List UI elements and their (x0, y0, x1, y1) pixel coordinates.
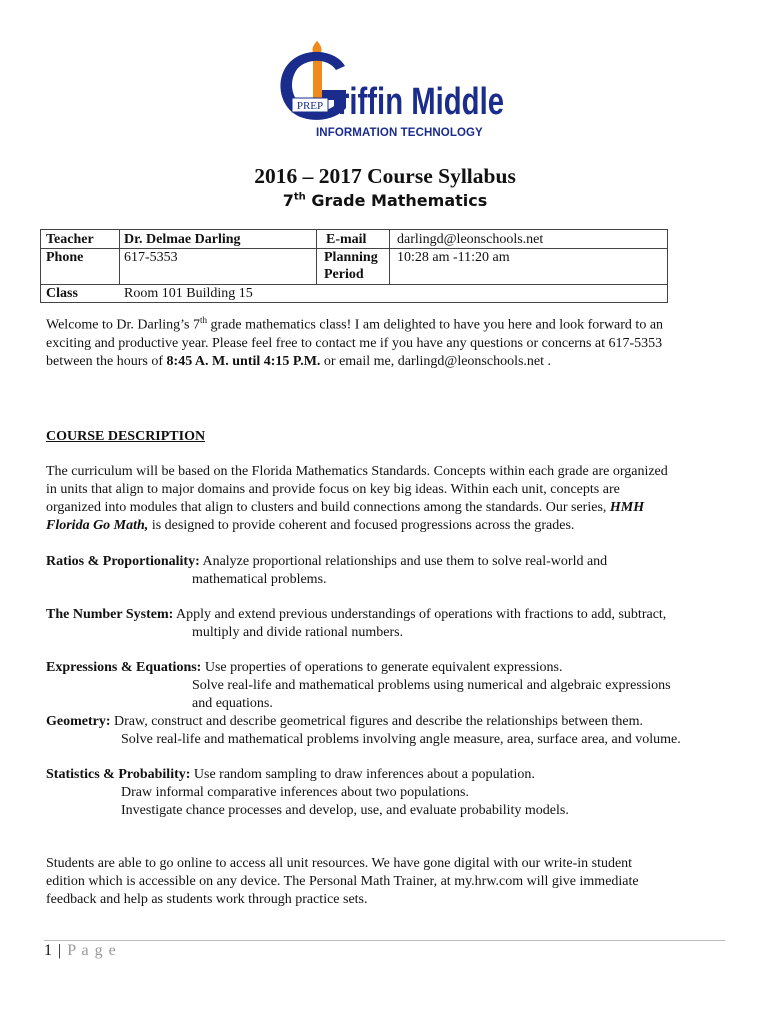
domain-text: mathematical problems. (192, 572, 327, 587)
domain-text: Solve real-life and mathematical problems involving angle measure, area, surface area, and volume. (121, 732, 681, 747)
domain-label: The Number System: (46, 607, 174, 622)
subtitle-rest: Grade Mathematics (305, 191, 488, 210)
domain-text: Draw, construct and describe geometrical figures and describe the relationships between them. (110, 714, 643, 729)
domain-expressions (46, 659, 736, 713)
course-text: organized into modules that align to clusters and build connections among the standards. Our series, (46, 500, 610, 515)
teacher-value: Dr. Delmae Darling (124, 232, 241, 247)
domain-label: Statistics & Probability: (46, 767, 191, 782)
welcome-paragraph (46, 311, 736, 371)
planning-label-2: Period (324, 267, 364, 282)
class-label: Class (46, 286, 78, 301)
domain-statistics (46, 766, 736, 820)
domain-label: Geometry: (46, 714, 111, 729)
section-heading: COURSE DESCRIPTION (46, 429, 206, 444)
page-footer (44, 942, 117, 960)
page-label: P a g e (67, 942, 117, 959)
welcome-text: Welcome to Dr. Darling’s 7 (46, 317, 201, 333)
prep-label: PREP (296, 100, 324, 112)
course-text: The curriculum will be based on the Florida Mathematics Standards. Concepts within each grade are organized (46, 464, 668, 479)
office-hours: 8:45 A. M. until 4:15 P.M. (166, 353, 321, 369)
phone-label: Phone (46, 250, 84, 265)
email-label: E-mail (326, 232, 367, 247)
domain-ratios (46, 553, 736, 589)
domain-text: Solve real-life and mathematical problems using numerical and algebraic expressions (192, 678, 671, 693)
department-label: INFORMATION TECHNOLOGY (316, 127, 483, 139)
domain-text: and equations. (192, 696, 273, 711)
online-resources-paragraph (46, 855, 736, 909)
course-text: in units that align to major domains and provide focus on key big ideas. Within each unit, concepts are (46, 482, 620, 497)
domain-text: Use properties of operations to generate equivalent expressions. (201, 660, 563, 675)
online-text: feedback and help as students work through practice sets. (46, 892, 368, 907)
grade-suffix: th (293, 191, 306, 203)
planning-value: 10:28 am -11:20 am (397, 250, 510, 265)
grade-number: 7 (282, 191, 294, 210)
school-logo (270, 38, 510, 143)
welcome-text: between the hours of (46, 353, 167, 369)
footer-separator: | (53, 942, 68, 959)
welcome-sup: th (200, 315, 208, 325)
domain-geometry (46, 713, 736, 749)
course-description-heading (46, 428, 736, 446)
domain-text: Analyze proportional relationships and use them to solve real-world and (199, 554, 608, 569)
domain-text: Apply and extend previous understandings of operations with fractions to add, subtract, (173, 607, 667, 622)
course-text: is designed to provide coherent and focused progressions across the grades. (148, 518, 575, 533)
page-subtitle (0, 191, 770, 210)
teacher-info-table (40, 229, 668, 303)
domain-text: Use random sampling to draw inferences about a population. (190, 767, 535, 782)
email-value[interactable]: darlingd@leonschools.net (397, 232, 544, 247)
domain-text: Draw informal comparative inferences about two populations. (121, 785, 469, 800)
planning-label-1: Planning (324, 250, 378, 265)
school-name: riffin Middle (338, 81, 504, 123)
page-title: 2016 – 2017 Course Syllabus (254, 164, 516, 188)
welcome-text: exciting and productive year. Please feel free to contact me if you have any questions or concerns at 617-5353 (46, 335, 663, 351)
online-text: Students are able to go online to access all unit resources. We have gone digital with our write-in student (46, 856, 633, 871)
footer-divider (44, 940, 725, 941)
series-name: HMH (609, 500, 645, 515)
page-number: 1 (44, 942, 53, 959)
domain-label: Expressions & Equations: (46, 660, 202, 675)
online-text: edition which is accessible on any device. The Personal Math Trainer, at my.hrw.com will give immediate (46, 874, 639, 889)
domain-text: multiply and divide rational numbers. (192, 625, 404, 640)
series-name: Florida Go Math, (46, 518, 149, 533)
welcome-text: or email me, darlingd@leonschools.net . (320, 353, 552, 369)
welcome-text: grade mathematics class! I am delighted to have you here and look forward to an (207, 317, 664, 333)
course-description-paragraph (46, 463, 736, 535)
domain-number-system (46, 606, 736, 642)
domain-label: Ratios & Proportionality: (46, 554, 200, 569)
class-value: Room 101 Building 15 (124, 286, 253, 301)
domain-text: Investigate chance processes and develop, use, and evaluate probability models. (121, 803, 569, 818)
teacher-label: Teacher (46, 232, 94, 247)
phone-value: 617-5353 (124, 250, 178, 265)
